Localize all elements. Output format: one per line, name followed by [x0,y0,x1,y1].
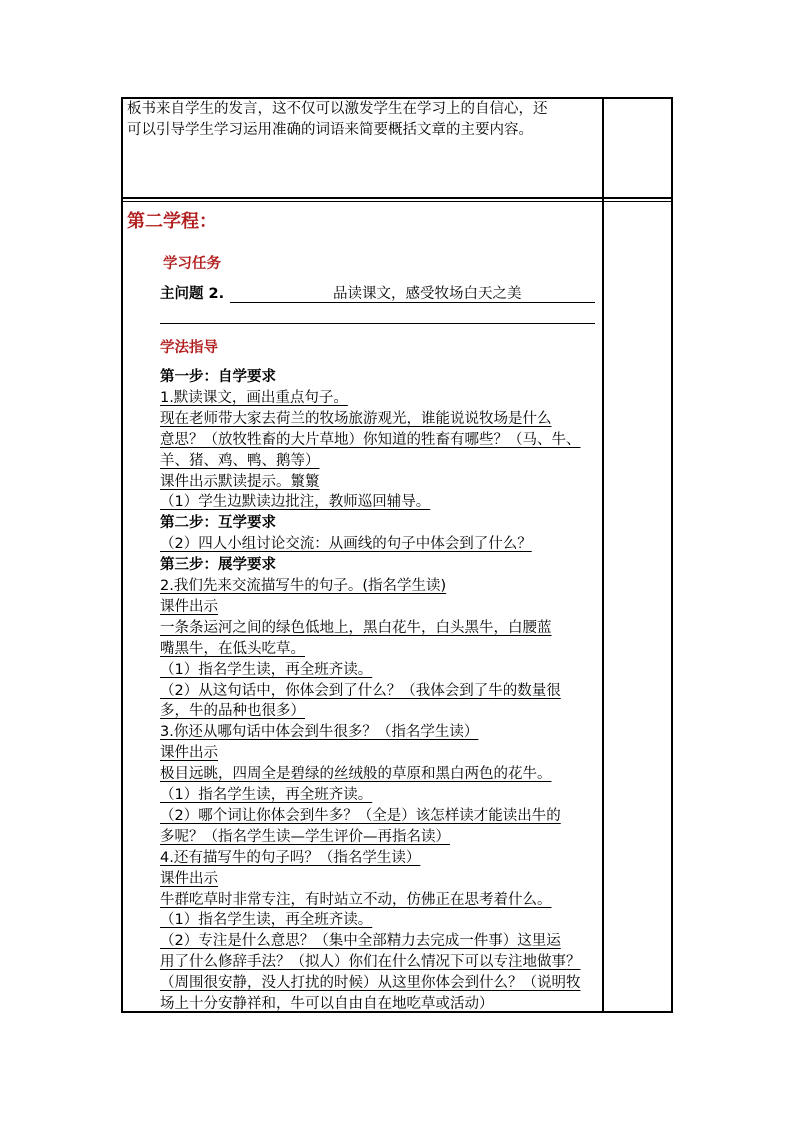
section-heading: 第二学程： [127,211,217,232]
lesson-line: 课件出示 [160,598,218,615]
lesson-line: （2）从这句话中，你体会到了什么？（我体会到了牛的数量很 [160,682,561,699]
main-question-text: 品读课文，感受牧场白天之美 [333,286,522,302]
lesson-line: 场上十分安静祥和，牛可以自由自在地吃草或活动） [160,996,494,1012]
row1-line1: 板书来自学生的发言，这不仅可以激发学生在学习上的自信心，还 [127,101,548,117]
row1-line2: 可以引导学生学习运用准确的词语来简要概括文章的主要内容。 [127,122,533,138]
table-left-border [121,97,123,1013]
lesson-line: 牛群吃草时非常专注，有时站立不动，仿佛正在思考着什么。 [160,891,552,908]
lesson-line: （1）指名学生读，再全班齐读。 [160,912,373,929]
step-heading: 第三步：展学要求 [160,557,276,574]
lesson-line: （2）专注是什么意思？（集中全部精力去完成一件事）这里运 [160,933,561,950]
lesson-line: 2.我们先来交流描写牛的句子。(指名学生读) [160,578,447,594]
lesson-line: （2）四人小组讨论交流：从画线的句子中体会到了什么？ [160,536,532,553]
step-heading: 第一步：自学要求 [160,369,276,385]
lesson-line: 意思？（放牧牲畜的大片草地）你知道的牲畜有哪些？（马、牛、 [160,431,581,448]
lesson-line: 多，牛的品种也很多） [160,703,305,720]
main-question-label: 主问题 2. [160,286,225,302]
lesson-line: 一条条运河之间的绿色低地上，黑白花牛，白头黑牛，白腰蓝 [160,619,552,636]
lesson-line: 嘴黑牛，在低头吃草。 [160,640,305,657]
lesson-line: 课件出示 [160,745,218,762]
lesson-line: 课件出示默读提示。瀪瀪 [160,473,320,490]
lesson-line: 4.还有描写牛的句子吗？（指名学生读） [160,849,421,866]
lesson-line: 多呢？（指名学生读—学生评价—再指名读） [160,828,450,845]
lesson-line: （1）指名学生读，再全班齐读。 [160,661,373,678]
lesson-plan-table [121,97,673,1013]
lesson-line: 1.默读课文，画出重点句子。 [160,389,348,406]
task-heading: 学习任务 [163,256,221,272]
row-divider [121,197,673,199]
table-right-border [671,97,673,1013]
column-divider [602,97,604,1013]
lesson-line: 羊、猪、鸡、鸭、鹅等） [160,452,320,469]
lesson-line: 课件出示 [160,870,218,887]
blank-answer-line [160,323,595,324]
row-divider-inner [121,201,673,202]
step-heading: 第二步：互学要求 [160,515,276,532]
lesson-line: （周围很安静，没人打扰的时候）从这里你体会到什么？（说明牧 [160,975,581,992]
main-question-underline [230,302,595,303]
lesson-line: （1）学生边默读边批注，教师巡回辅导。 [160,494,431,511]
lesson-line: 用了什么修辞手法？（拟人）你们在什么情况下可以专注地做事？ [160,954,581,971]
lesson-line: 3.你还从哪句话中体会到牛很多？（指名学生读） [160,724,479,741]
lesson-line: 现在老师带大家去荷兰的牧场旅游观光，谁能说说牧场是什么 [160,410,552,427]
method-heading: 学法指导 [160,340,218,356]
lesson-line: 极目远眺，四周全是碧绿的丝绒般的草原和黑白两色的花牛。 [160,766,552,783]
lesson-line: （2）哪个词让你体会到牛多？（全是）该怎样读才能读出牛的 [160,807,561,824]
lesson-line: （1）指名学生读，再全班齐读。 [160,787,373,803]
